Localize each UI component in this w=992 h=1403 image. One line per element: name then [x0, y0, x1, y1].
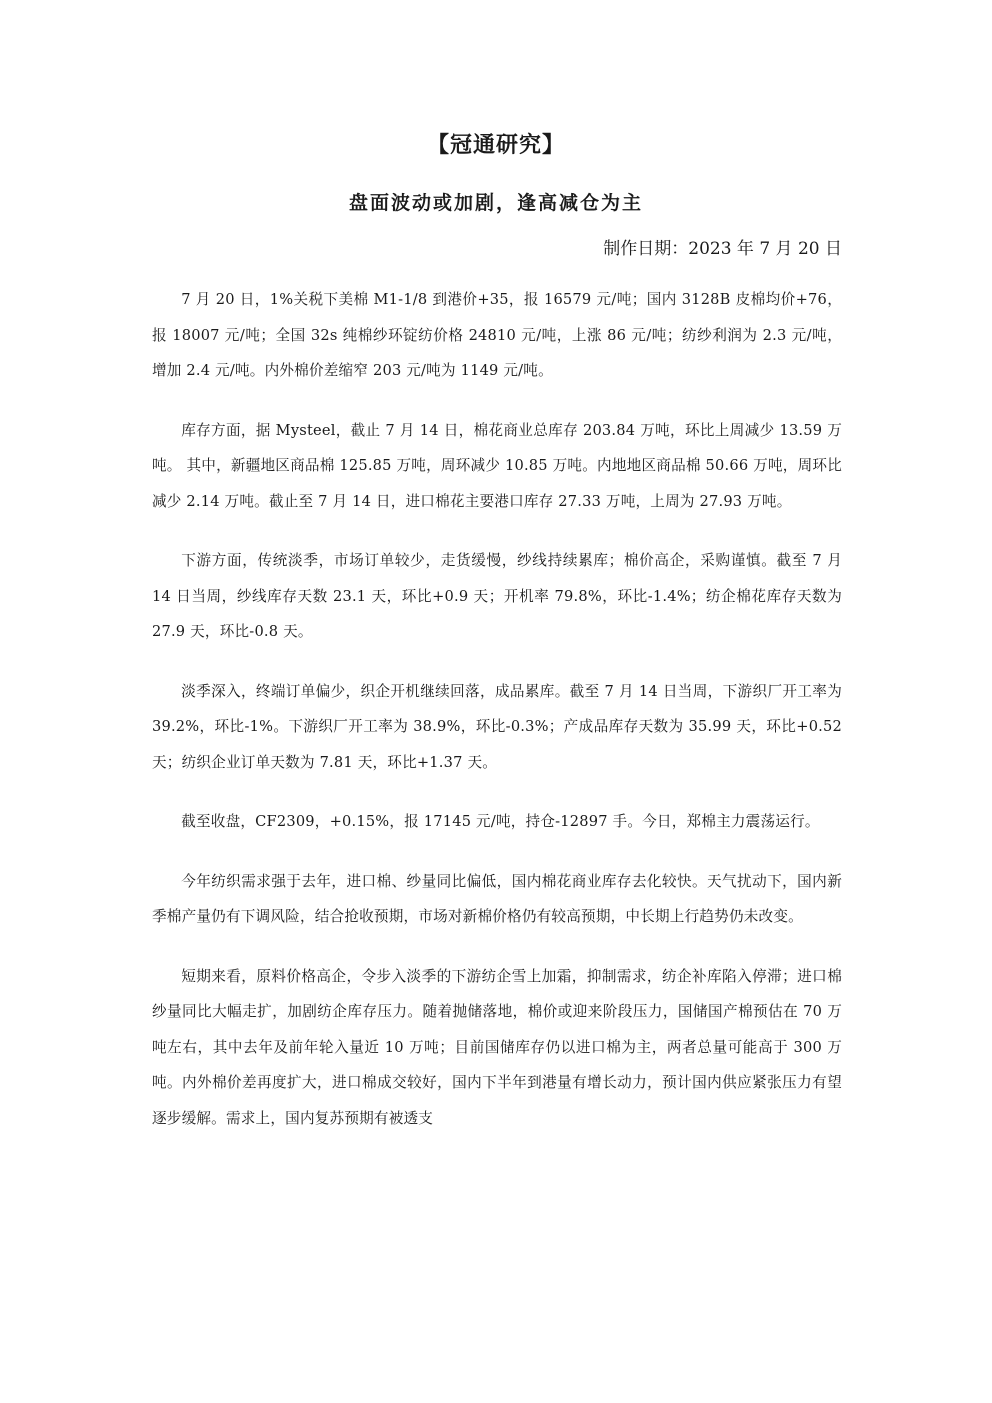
paragraph-outlook-long: 今年纺织需求强于去年，进口棉、纱量同比偏低，国内棉花商业库存去化较快。天气扰动下，国内新季棉产量仍有下调风险，结合抢收预期，市场对新棉价格仍有较高预期，中长期上行趋势仍未改变。 [152, 872, 842, 925]
paragraph-downstream: 下游方面，传统淡季，市场订单较少，走货缓慢，纱线持续累库；棉价高企，采购谨慎。截至 7 月 14 日当周，纱线库存天数 23.1 天，环比+0.9 天；开机率 79.8%，环比-1.4%；纺企棉花库存天数为 27.9 天，环比-0.8 天。 [152, 552, 842, 640]
paragraph-weaving: 淡季深入，终端订单偏少，织企开机继续回落，成品累库。截至 7 月 14 日当周，下游织厂开工率为 39.2%，环比-1%。下游织厂开工率为 38.9%，环比-0.3%；产成品库存天数为 35.99 天，环比+0.52 天；纺织企业订单天数为 7.81 天，环比+1.37 天。 [152, 682, 842, 771]
paragraph-inventory: 库存方面，据 Mysteel，截止 7 月 14 日，棉花商业总库存 203.84 万吨，环比上周减少 13.59 万吨。 其中，新疆地区商品棉 125.85 万吨，周环减少 10.85 万吨。内地地区商品棉 50.66 万吨，周环比减少 2.14 万吨。截止至 7 月 14 日，进口棉花主要港口库存 27.33 万吨，上周为 27.93 万吨。 [152, 421, 842, 510]
report-date: 制作日期：2023 年 7 月 20 日 [603, 239, 842, 259]
report-body [152, 282, 842, 1160]
paragraph-outlook-short: 短期来看，原料价格高企，令步入淡季的下游纺企雪上加霜，抑制需求，纺企补库陷入停滞；进口棉纱量同比大幅走扩，加剧纺企库存压力。随着抛储落地，棉价或迎来阶段压力，国储国产棉预估在 70 万吨左右，其中去年及前年轮入量近 10 万吨；目前国储库存仍以进口棉为主，两者总量可能高于 300 万吨。内外棉价差再度扩大，进口棉成交较好，国内下半年到港量有增长动力，预计国内供应紧张压力有望逐步缓解。需求上，国内复苏预期有被透支 [152, 967, 842, 1127]
org-title: 【冠通研究】 [426, 132, 565, 158]
paragraph-prices: 7 月 20 日，1%关税下美棉 M1-1/8 到港价+35，报 16579 元/吨；国内 3128B 皮棉均价+76，报 18007 元/吨；全国 32s 纯棉纱环锭纺价格 24810 元/吨，上涨 86 元/吨；纺纱利润为 2.3 元/吨，增加 2.4 元/吨。内外棉价差缩窄 203 元/吨为 1149 元/吨。 [152, 291, 842, 379]
headline: 盘面波动或加剧，逢高减仓为主 [348, 192, 643, 214]
paragraph-close: 截至收盘，CF2309，+0.15%，报 17145 元/吨，持仓-12897 手。今日，郑棉主力震荡运行。 [181, 813, 820, 830]
